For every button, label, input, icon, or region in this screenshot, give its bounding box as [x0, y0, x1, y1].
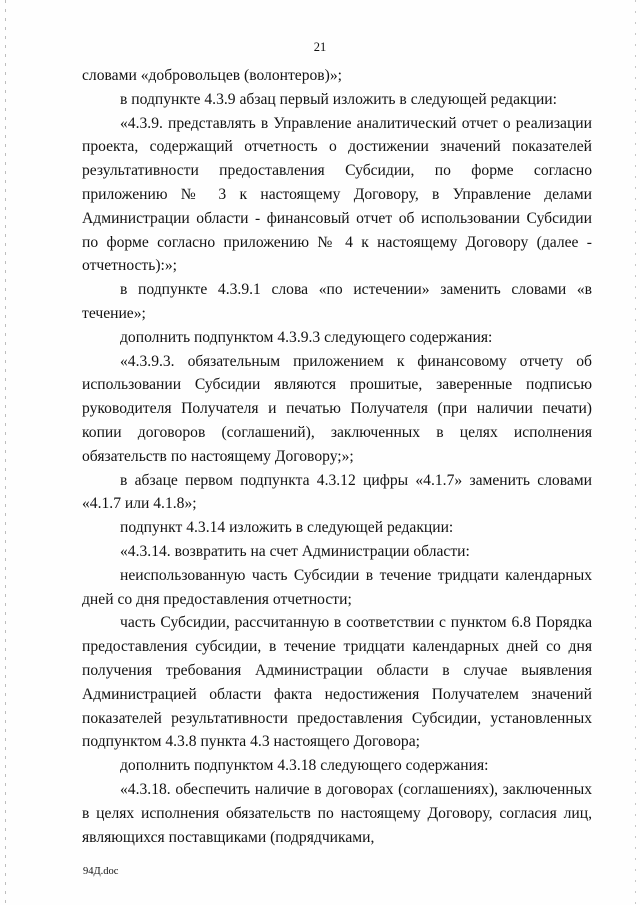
paragraph: «4.3.14. возвратить на счет Администрации области:: [120, 542, 470, 560]
scan-edge-right: [635, 0, 636, 905]
paragraph: «4.3.9. представлять в Управление аналитический отчет о реализации проекта, содержащий отчетность о достижении значений показателей результативности предоставления Субсидии, по форме согласно приложению № 3 к настоящему Договору, в Управление делами Администрации области - финансовый отчет об использовании Субсидии по форме согласно приложению № 4 к настоящему Договору (далее - отчетность):»;: [82, 114, 592, 275]
paragraph: в абзаце первом подпункта 4.3.12 цифры «4.1.7» заменить словами «4.1.7 или 4.1.8»;: [82, 471, 592, 513]
paragraph: подпункт 4.3.14 изложить в следующей редакции:: [120, 519, 454, 537]
page-number: 21: [313, 40, 327, 54]
paragraph: неиспользованную часть Субсидии в течение тридцати календарных дней со дня предоставления отчетности;: [82, 566, 592, 608]
paragraph: часть Субсидии, рассчитанную в соответствии с пунктом 6.8 Порядка предоставления субсидии, в течение тридцати календарных дней со дня получения требования Администрации области в случае выявления Администрацией области факта недостижения Получателем значений показателей результативности предоставления Субсидии, установленных подпунктом 4.3.8 пункта 4.3 настоящего Договора;: [82, 614, 592, 751]
paragraph: в подпункте 4.3.9.1 слова «по истечении» заменить словами «в течение»;: [82, 281, 592, 322]
scan-edge-left: [5, 0, 6, 905]
paragraph: дополнить подпунктом 4.3.9.3 следующего содержания:: [120, 328, 493, 346]
footer-filename: 94Д.doc: [83, 866, 119, 877]
paragraph: «4.3.9.3. обязательным приложением к финансовому отчету об использовании Субсидии являются прошитые, заверенные подписью руководителя Получателя и печатью Получателя (при наличии печати) копии договоров (соглашений), заключенных в целях исполнения обязательств по настоящему Договору;»;: [82, 352, 592, 465]
paragraph: дополнить подпунктом 4.3.18 следующего содержания:: [120, 757, 489, 775]
paragraph: словами «добровольцев (волонтеров)»;: [82, 67, 342, 84]
paragraph: в подпункте 4.3.9 абзац первый изложить в следующей редакции:: [120, 90, 557, 108]
paragraph: «4.3.18. обеспечить наличие в договорах (соглашениях), заключенных в целях исполнения обязательств по настоящему Договору, согласия лиц, являющихся поставщиками (подрядчиками,: [82, 780, 592, 846]
document-body: [82, 64, 592, 849]
